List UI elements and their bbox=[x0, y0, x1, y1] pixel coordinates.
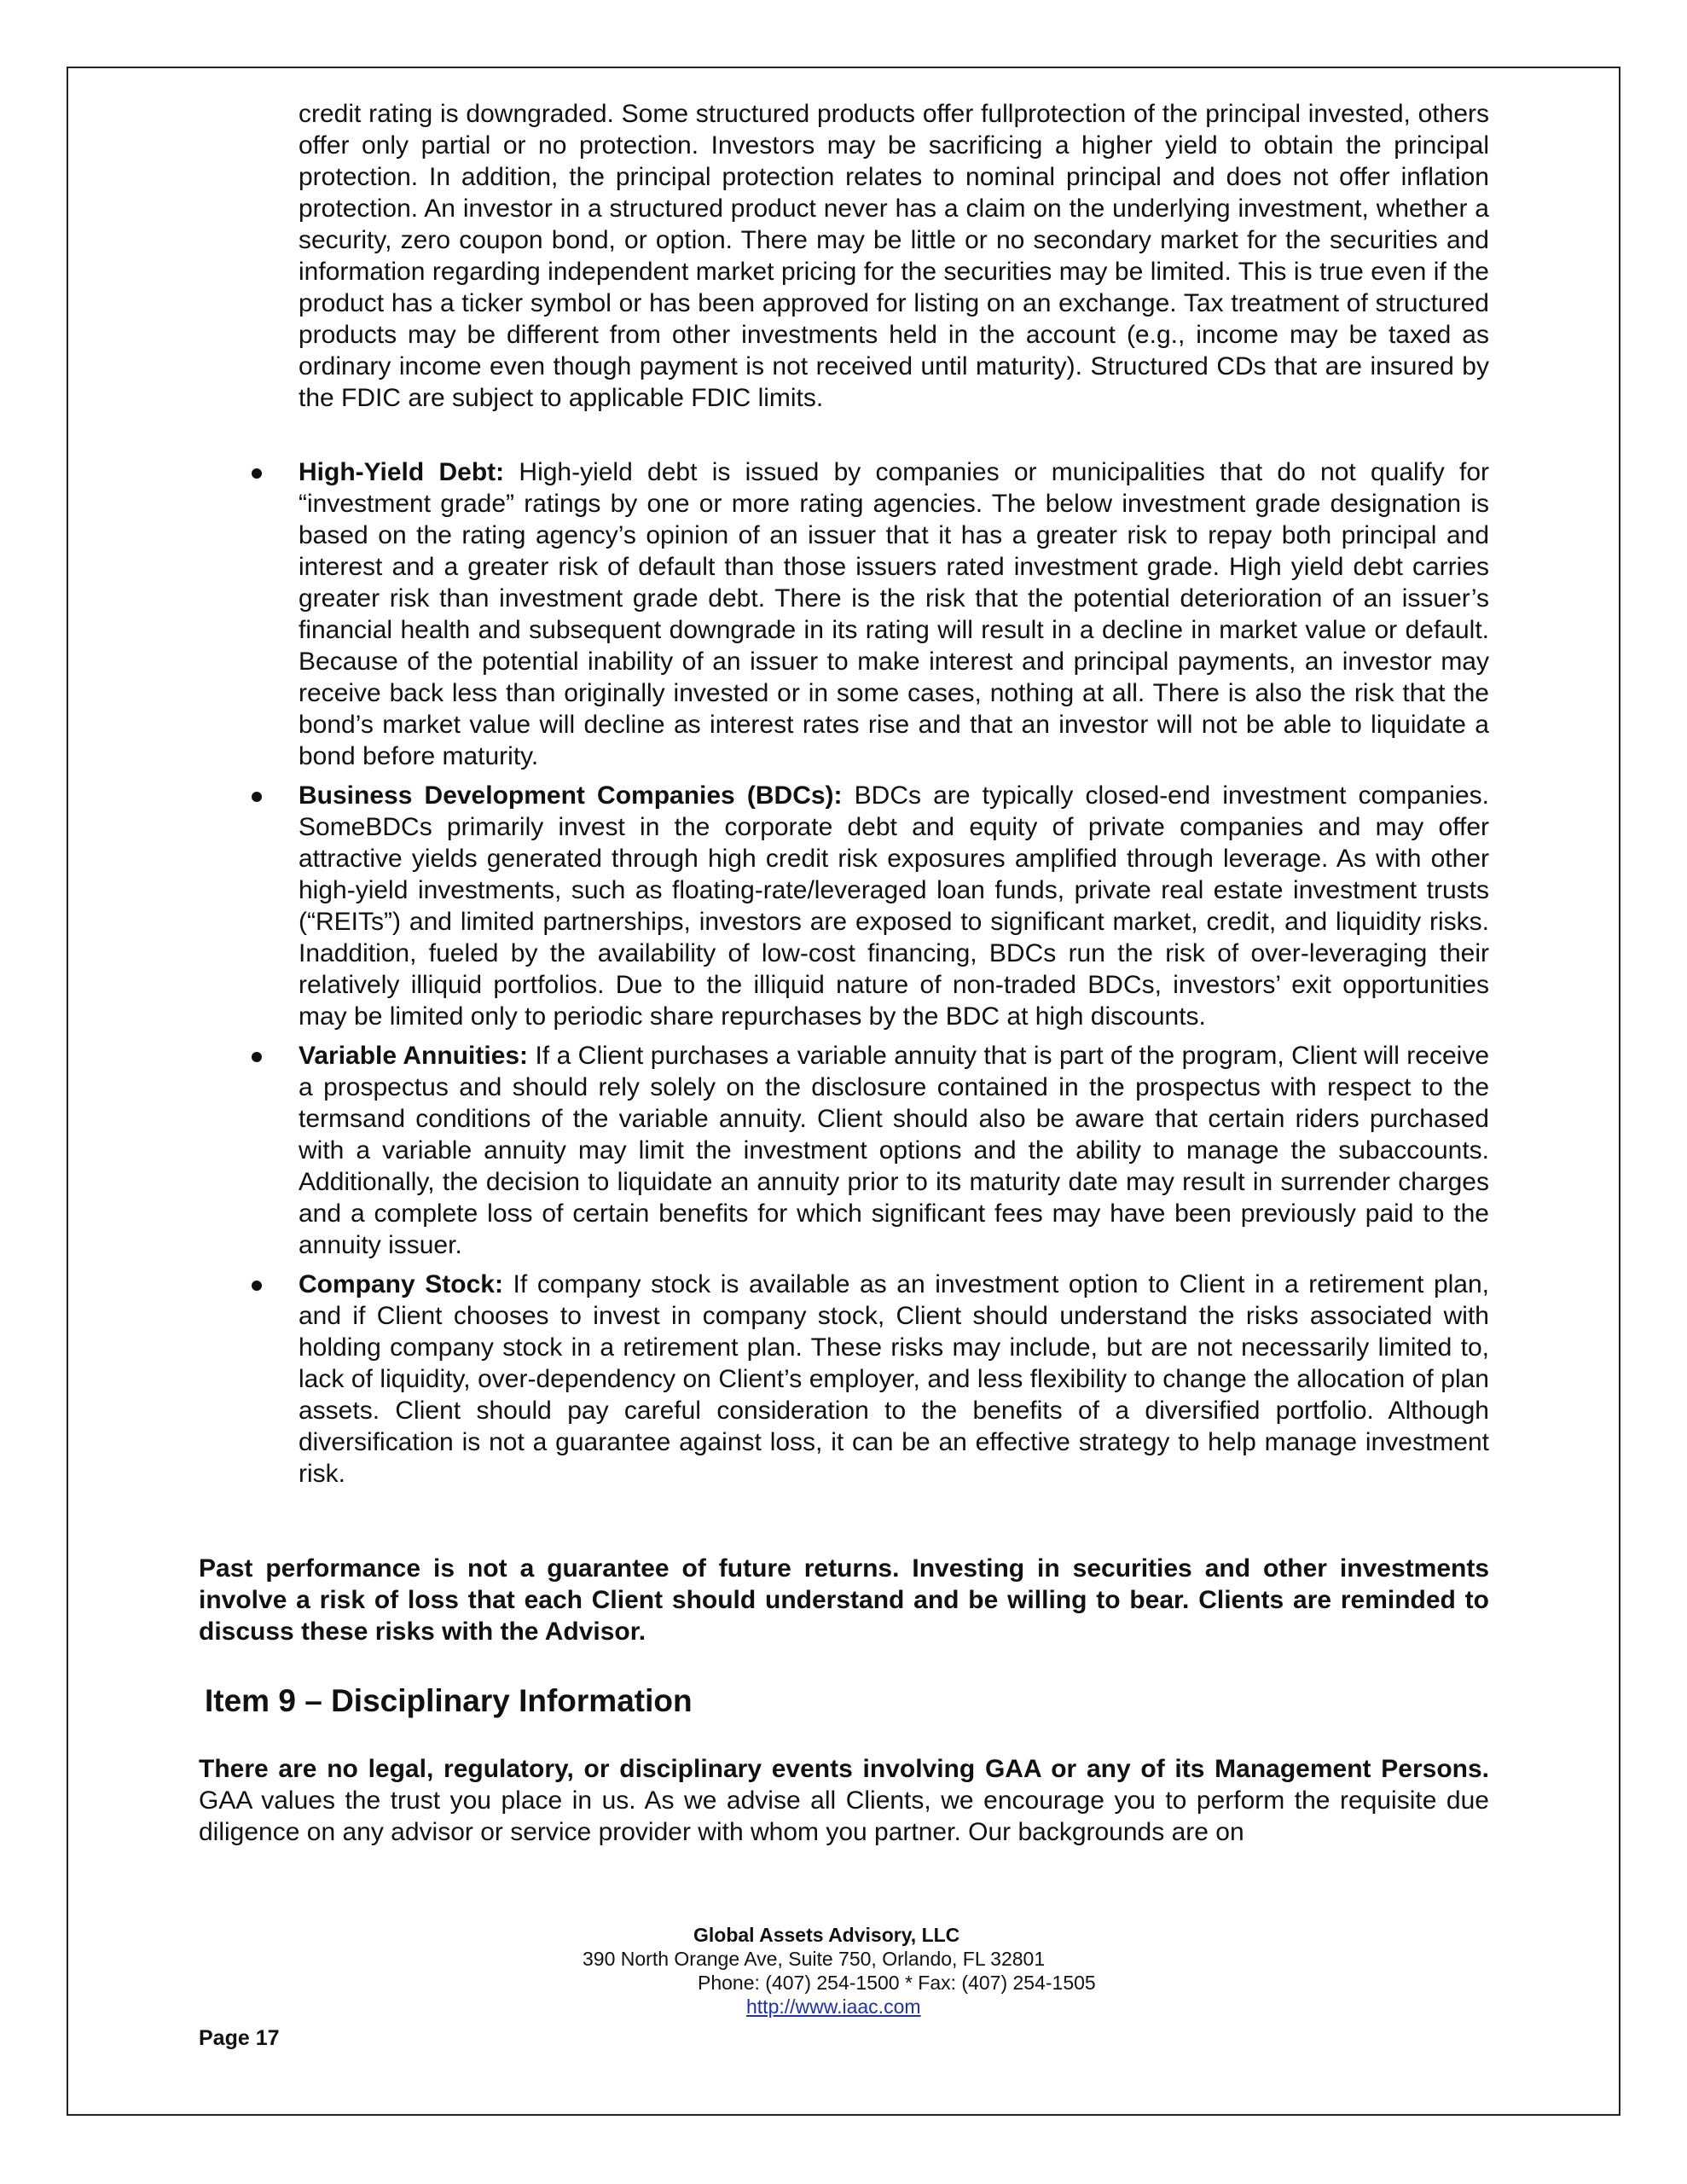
page-number: Page 17 bbox=[199, 2026, 280, 2050]
footer-address: 390 North Orange Ave, Suite 750, Orlando, FL 32801 bbox=[583, 1948, 1046, 1970]
bullet-icon bbox=[252, 1281, 262, 1291]
bullet-icon bbox=[252, 1052, 262, 1062]
bullet-title: Company Stock: bbox=[299, 1270, 503, 1298]
continuation-paragraph: credit rating is downgraded. Some structured products offer fullprotection of the principal invested, others offer only partial or no protection. Investors may be sacrificing a higher yield to obtain the principal protection. In addition, the principal protection relates to nominal principal and does not offer inflation protection. An investor in a structured product never has a claim on the underlying investment, whether a security, zero coupon bond, or option. There may be little or no secondary market for the securities and information regarding independent market pricing for the securities may be limited. This is true even if the product has a ticker symbol or has been approved for listing on an exchange. Tax treatment of structured products may be different from other investments held in the account (e.g., income may be taxed as ordinary income even though payment is not received until maturity). Structured CDs that are insured by the FDIC are subject to applicable FDIC limits. bbox=[299, 100, 1489, 412]
bullet-title: High-Yield Debt: bbox=[299, 458, 505, 486]
disciplinary-lead: There are no legal, regulatory, or disciplinary events involving GAA or any of its Management Persons. bbox=[199, 1755, 1489, 1783]
bullet-text: BDCs are typically closed-end investment companies. SomeBDCs primarily invest in the corporate debt and equity of private companies and may offer attractive yields generated through high credit risk exposures amplified through leverage. As with other high-yield investments, such as floating-rate/leveraged loan funds, private real estate investment trusts (“REITs”) and limited partnerships, investors are exposed to significant market, credit, and liquidity risks. Inaddition, fueled by the availability of low-cost financing, BDCs run the risk of over-leveraging their relatively illiquid portfolios. Due to the illiquid nature of non-traded BDCs, investors’ exit opportunities may be limited only to periodic share repurchases by the BDC at high discounts. bbox=[299, 781, 1489, 1031]
bullet-icon bbox=[252, 468, 262, 479]
bullet-text: High-yield debt is issued by companies or municipalities that do not qualify for “investment grade” ratings by one or more rating agencies. The below investment grade designation is based on the rating agency’s opinion of an issuer that it has a greater risk to repay both principal and interest and a greater risk of default than those issuers rated investment grade. High yield debt carries greater risk than investment grade debt. There is the risk that the potential deterioration of an issuer’s financial health and subsequent downgrade in its rating will result in a decline in market value or default. Because of the potential inability of an issuer to make interest and principal payments, an investor may receive back less than originally invested or in some cases, nothing at all. There is also the risk that the bond’s market value will decline as interest rates rise and that an investor will not be able to liquidate a bond before maturity. bbox=[299, 458, 1489, 770]
bullet-text: If a Client purchases a variable annuity that is part of the program, Client will receive a prospectus and should rely solely on the disclosure contained in the prospectus with respect to the termsand conditions of the variable annuity. Client should also be aware that certain riders purchased with a variable annuity may limit the investment options and the ability to manage the subaccounts. Additionally, the decision to liquidate an annuity prior to its maturity date may result in surrender charges and a complete loss of certain benefits for which significant fees may have been previously paid to the annuity issuer. bbox=[299, 1042, 1490, 1259]
bullet-title: Business Development Companies (BDCs): bbox=[299, 781, 843, 810]
footer-company: Global Assets Advisory, LLC bbox=[693, 1924, 960, 1946]
bullet-icon bbox=[252, 792, 262, 802]
risk-bullet-list bbox=[247, 456, 1489, 1497]
bullet-title: Variable Annuities: bbox=[299, 1042, 529, 1070]
footer-website-link[interactable]: http://www.iaac.com bbox=[746, 1995, 921, 2018]
section-heading: Item 9 – Disciplinary Information bbox=[205, 1683, 693, 1718]
footer-phone: Phone: (407) 254-1500 * Fax: (407) 254-1505 bbox=[698, 1972, 1096, 1994]
list-item bbox=[247, 456, 1489, 772]
list-item bbox=[247, 780, 1489, 1032]
risk-notice: Past performance is not a guarantee of future returns. Investing in securities and other investments involve a risk of loss that each Client should understand and be willing to bear. Clients are reminded to discuss these risks with the Advisor. bbox=[199, 1554, 1489, 1646]
disciplinary-paragraph bbox=[199, 1753, 1489, 1848]
list-item bbox=[247, 1269, 1489, 1490]
disciplinary-text: GAA values the trust you place in us. As we advise all Clients, we encourage you to perform the requisite due diligence on any advisor or service provider with whom you partner. Our backgrounds are on bbox=[199, 1786, 1489, 1846]
bullet-text: If company stock is available as an investment option to Client in a retirement plan, and if Client chooses to invest in company stock, Client should understand the risks associated with holding company stock in a retirement plan. These risks may include, but are not necessarily limited to, lack of liquidity, over-dependency on Client’s employer, and less flexibility to change the allocation of plan assets. Client should pay careful consideration to the benefits of a diversified portfolio. Although diversification is not a guarantee against loss, it can be an effective strategy to help manage investment risk. bbox=[299, 1270, 1489, 1488]
list-item bbox=[247, 1040, 1489, 1261]
